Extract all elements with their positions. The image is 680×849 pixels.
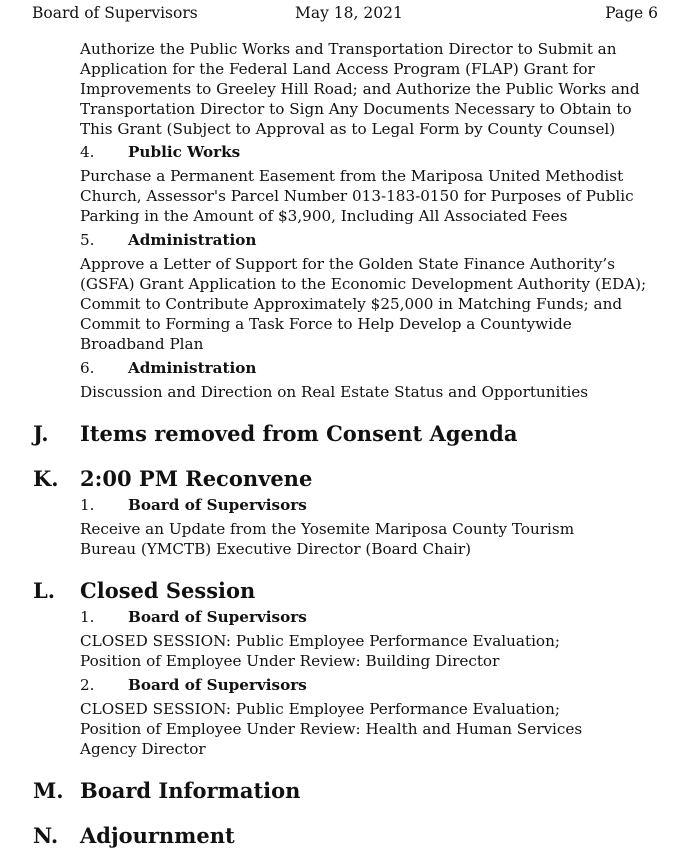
section-j-heading [0,421,680,447]
section-l-heading [0,578,680,604]
item-6-text: Discussion and Direction on Real Estate Status and Opportunities [80,383,589,401]
l-item-2-heading [80,675,680,695]
item-department: Board of Supervisors [128,496,307,514]
l-item-1-heading [80,607,680,627]
agenda-body [0,39,680,849]
l-item-2-text: CLOSED SESSION: Public Employee Performance Evaluation; Position of Employee Under Review: Health and Human Services Agency Director [80,700,583,758]
section-title: Items removed from Consent Agenda [80,421,518,446]
item-4-heading [80,142,680,162]
item-department: Board of Supervisors [128,608,307,626]
header-page-number: Page 6 [605,4,658,22]
section-letter: N. [33,823,59,848]
section-letter: M. [33,778,64,803]
section-title: Adjournment [80,823,235,848]
item-department: Public Works [128,143,241,161]
page-header [32,4,658,24]
section-k-heading [0,466,680,492]
item-4-text: Purchase a Permanent Easement from the Mariposa United Methodist Church, Assessor's Parcel Number 013-183-0150 for Purposes of Public Parking in the Amount of $3,900, Including All Associated Fees [80,167,634,225]
section-title: Board Information [80,778,301,803]
header-org: Board of Supervisors [32,4,198,22]
section-letter: L. [33,578,56,603]
item-department: Administration [128,359,257,377]
k-item-1-text: Receive an Update from the Yosemite Mariposa County Tourism Bureau (YMCTB) Executive Director (Board Chair) [80,520,575,558]
item-number: 5. [80,231,95,249]
item-6-heading [80,358,680,378]
item-number: 1. [80,496,95,514]
item-department: Board of Supervisors [128,676,307,694]
item-5-text: Approve a Letter of Support for the Golden State Finance Authority’s (GSFA) Grant Application to the Economic Development Authority (EDA); Commit to Contribute Approximately $25,000 in Matching Funds; and Commit to Forming a Task Force to Help Develop a Countywide Broadband Plan [80,255,647,353]
header-date: May 18, 2021 [295,4,403,22]
section-letter: J. [33,421,49,446]
section-n-heading [0,823,680,849]
section-m-heading [0,778,680,804]
section-letter: K. [33,466,59,491]
section-title: 2:00 PM Reconvene [80,466,313,491]
item-number: 2. [80,676,95,694]
item-number: 4. [80,143,95,161]
item-department: Administration [128,231,257,249]
l-item-1-text: CLOSED SESSION: Public Employee Performance Evaluation; Position of Employee Under Review: Building Director [80,632,560,670]
section-title: Closed Session [80,578,256,603]
item-3-text: Authorize the Public Works and Transportation Director to Submit an Application for the Federal Land Access Program (FLAP) Grant for Improvements to Greeley Hill Road; and Authorize the Public Works and Transportation Director to Sign Any Documents Necessary to Obtain to This Grant (Subject to Approval as to Legal Form by County Counsel) [80,40,640,138]
item-5-heading [80,230,680,250]
item-number: 6. [80,359,95,377]
k-item-1-heading [80,495,680,515]
item-number: 1. [80,608,95,626]
